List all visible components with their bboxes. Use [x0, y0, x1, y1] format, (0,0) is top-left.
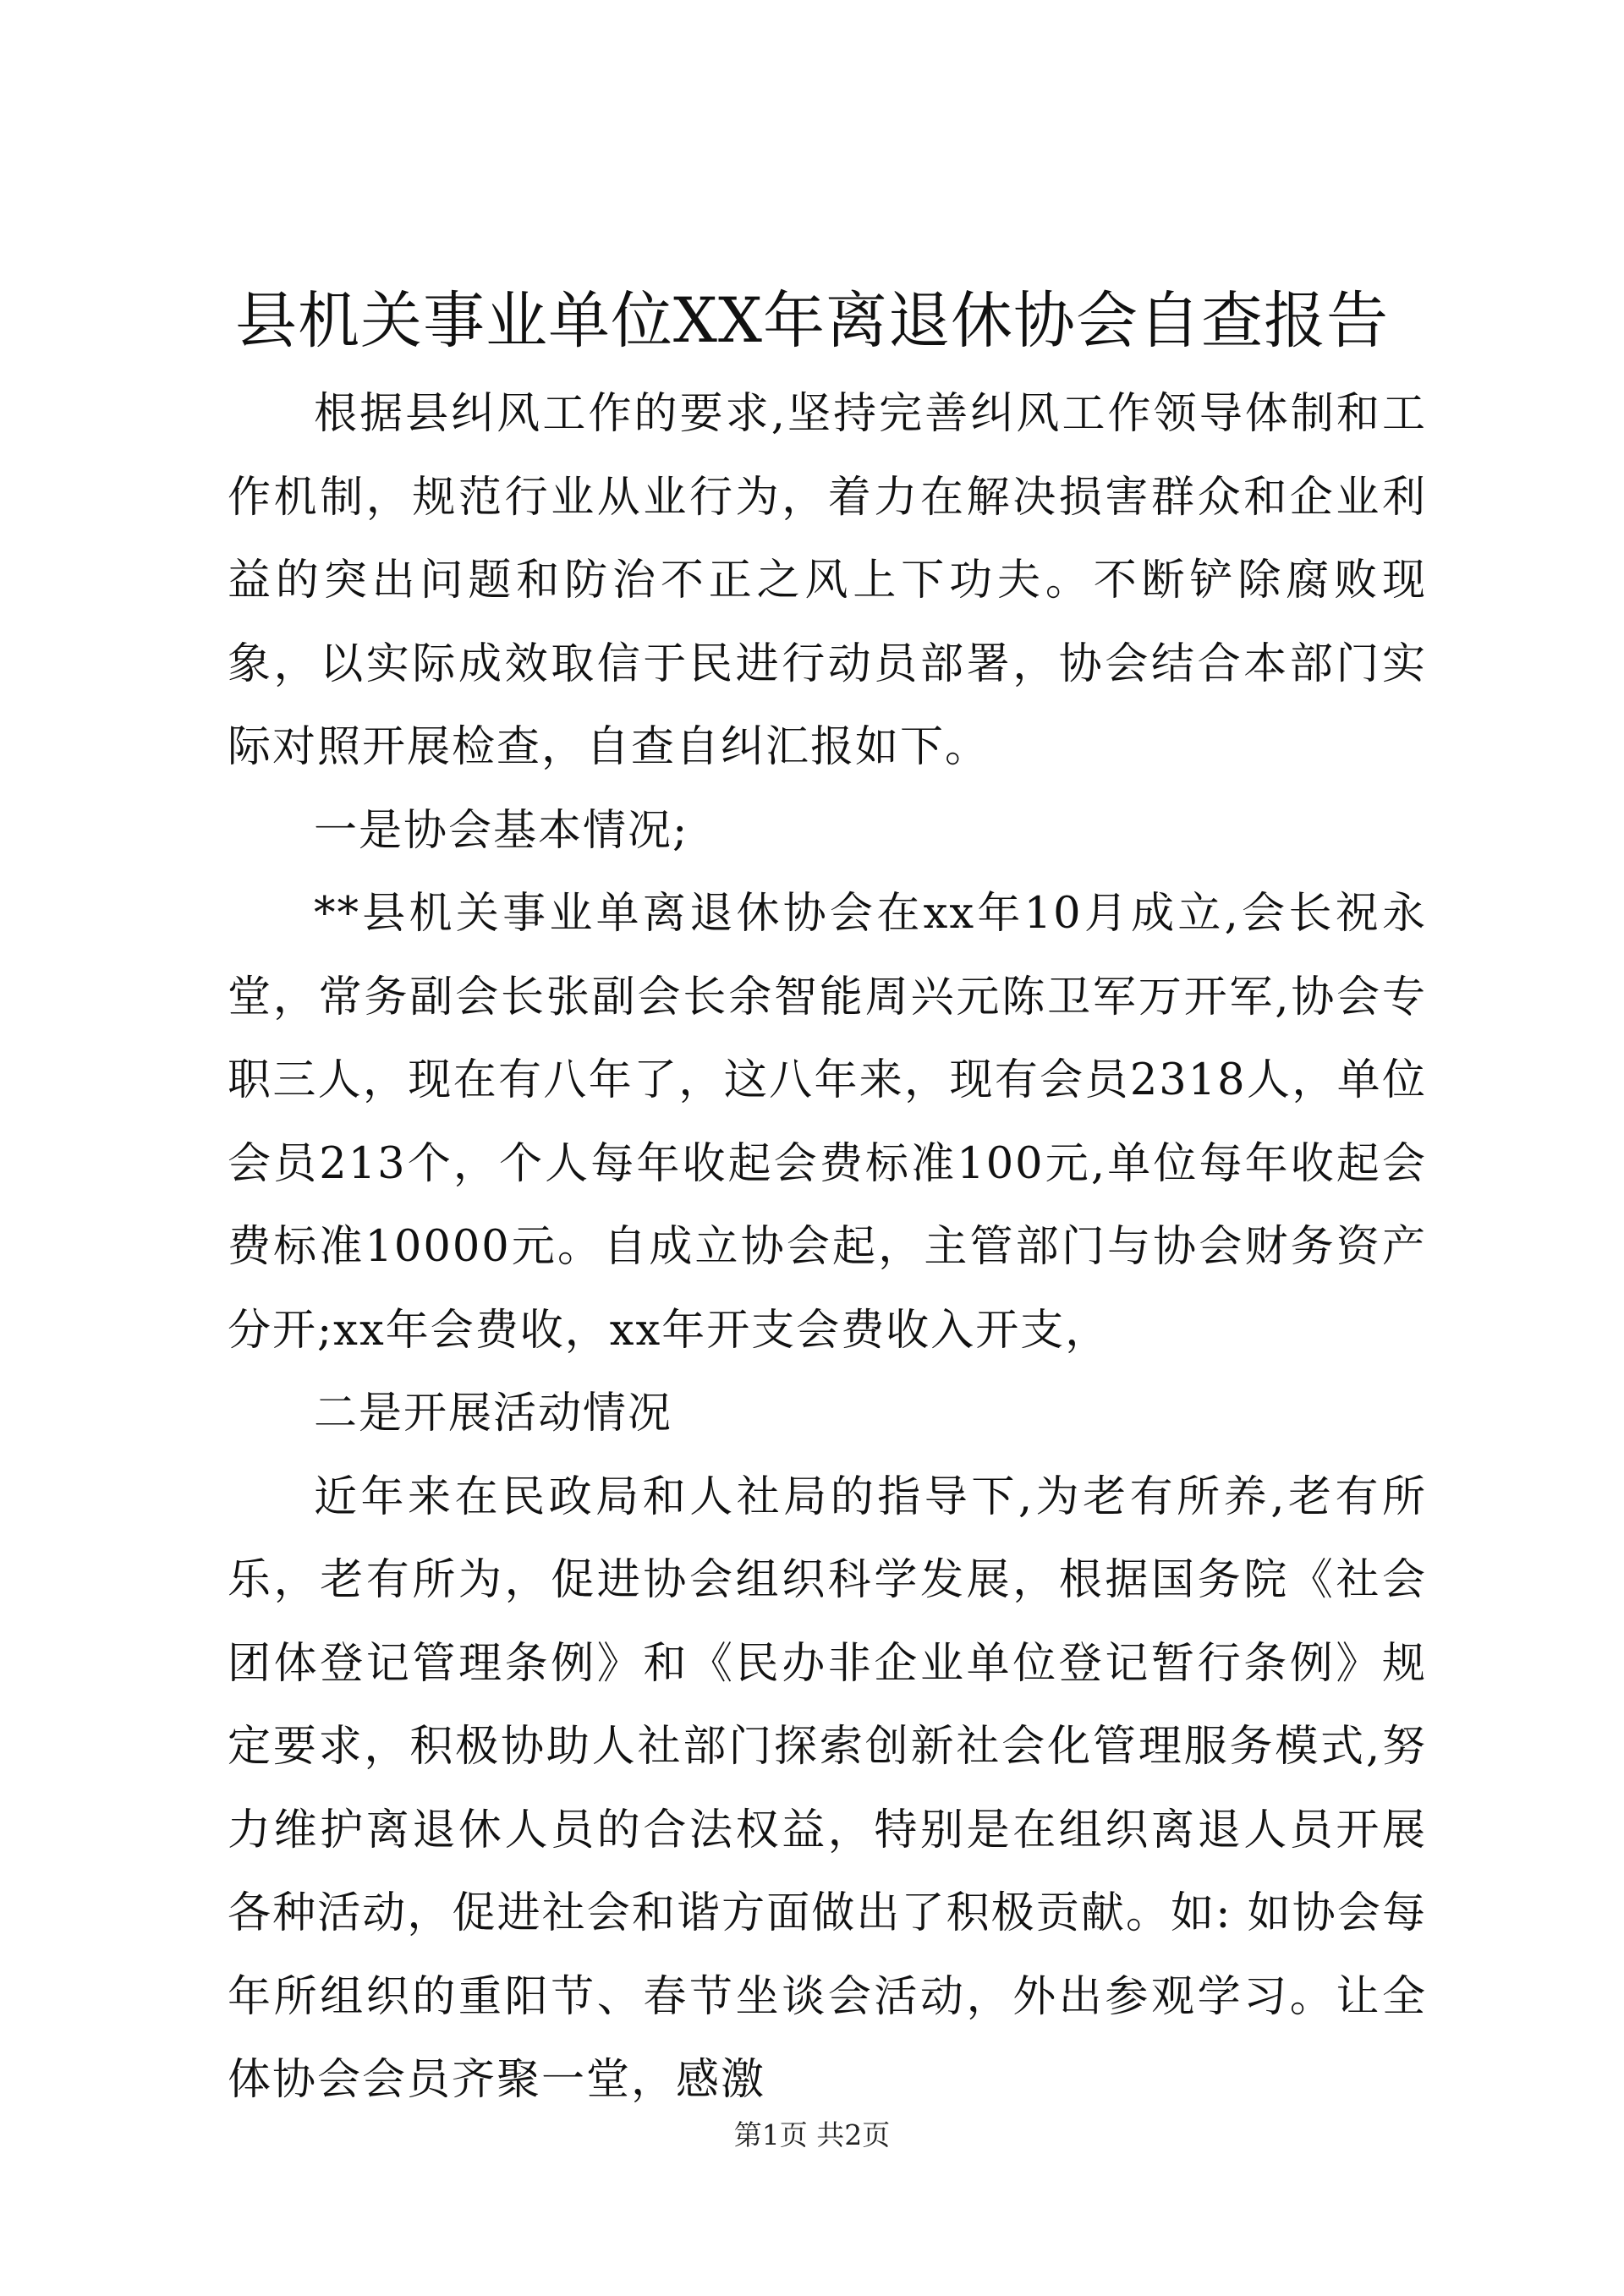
heading-basic-info: 一是协会基本情况;	[314, 805, 689, 856]
heading-activities: 二是开展活动情况	[314, 1389, 673, 1438]
document-body	[228, 373, 1427, 2123]
document-title: 县机关事业单位XX年离退休协会自查报告	[235, 285, 1389, 357]
paragraph-basic-info: **县机关事业单离退休协会在xx年10月成立,会长祝永堂，常务副会长张副会长余智能周兴元陈卫军万开军,协会专职三人，现在有八年了，这八年来，现有会员2318人，单位会员213个，个人每年收起会费标准100元,单位每年收起会费标准10000元。自成立协会起，主管部门与协会财务资产分开;xx年会费收，xx年开支会费收入开支，	[228, 889, 1427, 1356]
paragraph-intro: 根据县纠风工作的要求,坚持完善纠风工作领导体制和工作机制，规范行业从业行为，着力在解决损害群众和企业利益的突出问题和防治不正之风上下功夫。不断铲除腐败现象，以实际成效取信于民进行动员部署，协会结合本部门实际对照开展检查，自查自纠汇报如下。	[228, 389, 1427, 772]
page-number-footer: 第1页 共2页	[733, 2118, 891, 2151]
paragraph-activities: 近年来在民政局和人社局的指导下,为老有所养,老有所乐，老有所为，促进协会组织科学发展，根据国务院《社会团体登记管理条例》和《民办非企业单位登记暂行条例》规定要求，积极协助人社部门探索创新社会化管理服务模式,努力维护离退休人员的合法权益，特别是在组织离退人员开展各种活动，促进社会和谐方面做出了积极贡献。如: 如协会每年所组织的重阳节、春节坐谈会活动，外出参观学习。让全体协会会员齐聚一堂，感激	[228, 1471, 1427, 2105]
